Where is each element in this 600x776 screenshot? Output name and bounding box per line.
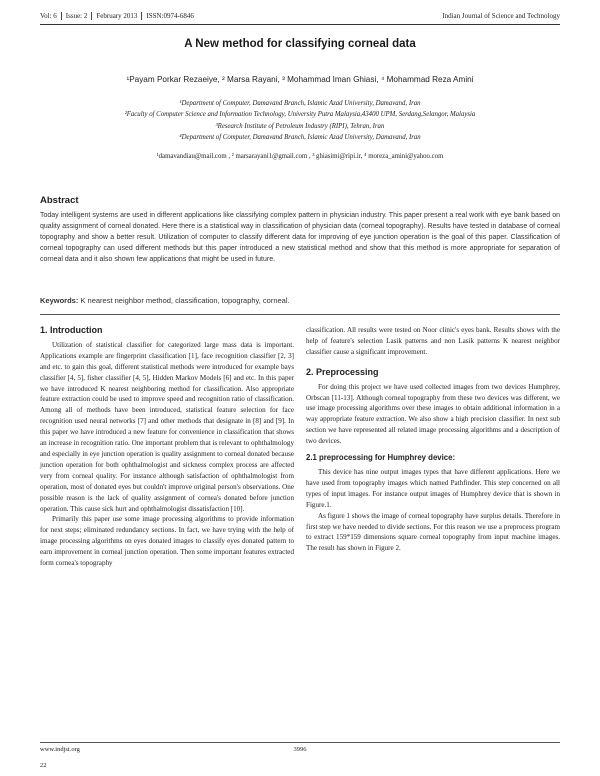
intro-heading: 1. Introduction — [40, 325, 103, 335]
affiliation: ³Research Institute of Petroleum Industry (RIPI), Tehran, Iran — [215, 122, 385, 130]
right-column — [306, 325, 560, 554]
header-issn: ISSN:0974-6846 — [146, 12, 194, 20]
left-column — [40, 325, 294, 569]
running-header — [40, 12, 560, 24]
footer-page: 3996 — [293, 746, 307, 753]
preprocessing-heading: 2. Preprocessing — [306, 366, 379, 377]
keywords — [40, 296, 560, 305]
paper-title: A New method for classifying corneal data — [184, 38, 416, 50]
footer-rule — [40, 742, 560, 743]
humphrey-paragraph: This device has nine output images types that have different applications. Here we have used from topography images which named Pathfinder. This step concerned on all types of input images. For instance output images of Humphrey device that is shown in Figure.1. — [306, 467, 560, 509]
header-vol: Vol: 6 — [40, 12, 62, 20]
header-issue-info — [40, 12, 198, 20]
humphrey-paragraph: As figure 1 shows the image of corneal topography have surplus details. Therefore in first step we have needed to divide sections. For this reason we use a preprocess program to extract 159*159 dimensions square corneal topography from input machine images. The result has shown in Figure 2. — [306, 511, 560, 553]
page-number: 22 — [40, 762, 47, 769]
abstract-text: Today intelligent systems are used in different applications like classifying complex pattern in physician industry. This paper present a real work with eye bank based on quality assignment of corneal donated. Here there is a statistical way in classification of physician data (corneal topography). Results have tested in database of corneal topography and show a better result. Utilization of computer to classify different data for improving of eye junction operation is the goal of this paper. Classification of corneal topography can used different methods but this paper introduced a new statistical method and show that this method is more appropriate for separation of corneal data and it also shown few applications that might be used in future. — [40, 212, 560, 264]
intro-paragraph: classification. All results were tested on Noor clinic's eyes bank. Results shows with the help of feature's selection Lasik patterns and non Lasik patterns K nearest neighbor classifier cause a significant improvement. — [306, 326, 560, 356]
intro-paragraph: Primarily this paper use some image processing algorithms to provide information for next steps; eliminated redundancy sections. In fact, we have trying with the help of image processing algorithms on eyes donated images to classify eyes donated pattern to earn improvement in corneal junction operation. Then some important features extracted form cornea's topography — [40, 515, 294, 568]
preprocessing-paragraph: For doing this project we have used collected images from two devices Humphrey, Orbscan [11-13]. Although corneal topography from these two devices was different, we use image processing algorithms over these images to obtain additional information in a way appropriate feature extraction. We also show a high precision classifier. In next sub section we have represented all related image processing algorithms and a description of two devices. — [306, 382, 560, 446]
keywords-rule — [40, 314, 560, 315]
footer-website[interactable]: www.indjst.org — [40, 746, 80, 753]
humphrey-subheading: 2.1 preprocessing for Humphrey device: — [306, 453, 456, 463]
abstract-heading: Abstract — [40, 195, 79, 206]
affiliation: ¹Department of Computer, Damavand Branch, Islamic Azad University, Damavand, Iran — [179, 100, 421, 107]
author-list: ¹Payam Porkar Rezaeiye, ² Marsa Rayani, ³ Mohammad Iman Ghiasi, ⁴ Mohammad Reza Amini — [126, 75, 474, 84]
header-date: February 2013 — [92, 12, 142, 20]
affiliation: ²Faculty of Computer Science and Information Technology, University Putra Malaysia,43400 UPM, Serdang,Selangor, Malaysia — [124, 111, 476, 119]
header-rule — [40, 24, 560, 25]
intro-paragraph: Utilization of statistical classifier for categorized large mass data is important. Applications example are fingerprint classification [1], face recognition classifier [2, 3] and etc. to gain this goal, different statistical methods were introduced for example bays classifier [4, 5], fisher classifier [4, 5], Hidden Markov Models [6] and etc. In this paper we have introduced K nearest neighboring method for classification. Also appropriate feature extraction could be used to improve speed and recognition ratio of classification. Among all of methods have been introduced, statistical feature selection for face recognition used neural networks [7] and other methods that designate in [8] and [9]. In this paper we have introduced a new feature for convenience in classification that shows an increase in recognition ratio. One important problem that is relevant to ophthalmology and especially in eye junction operation is quality assignment to corneal donated because junction operation for both ophthalmologist and sickness complex process are affected very from corneal quality. For instance although satisfaction of ophthalmologist from operation, most of donated eyes but couldn't improve original person's observations. One possible reason is the lack of quality assignment of cornea's donated before junction operation. This cause sick hurt and ophthalmologist dissatisfaction [10]. — [40, 340, 294, 513]
author-emails: ¹damavandiau@mail.com , ² marsarayani1@gmail.com , ³ ghiasimi@ripi.ir, ⁴ moreza_amini@yahoo.com — [156, 153, 444, 160]
keywords-label: Keywords: — [40, 296, 79, 305]
affiliations — [40, 98, 560, 144]
affiliation: ⁴Department of Computer, Damavand Branch, Islamic Azad University, Damavand, Iran — [179, 134, 421, 142]
keywords-text: K nearest neighbor method, classification, topography, corneal. — [80, 296, 290, 305]
header-issue: Issue: 2 — [62, 12, 93, 20]
header-journal: Indian Journal of Science and Technology — [442, 12, 560, 20]
